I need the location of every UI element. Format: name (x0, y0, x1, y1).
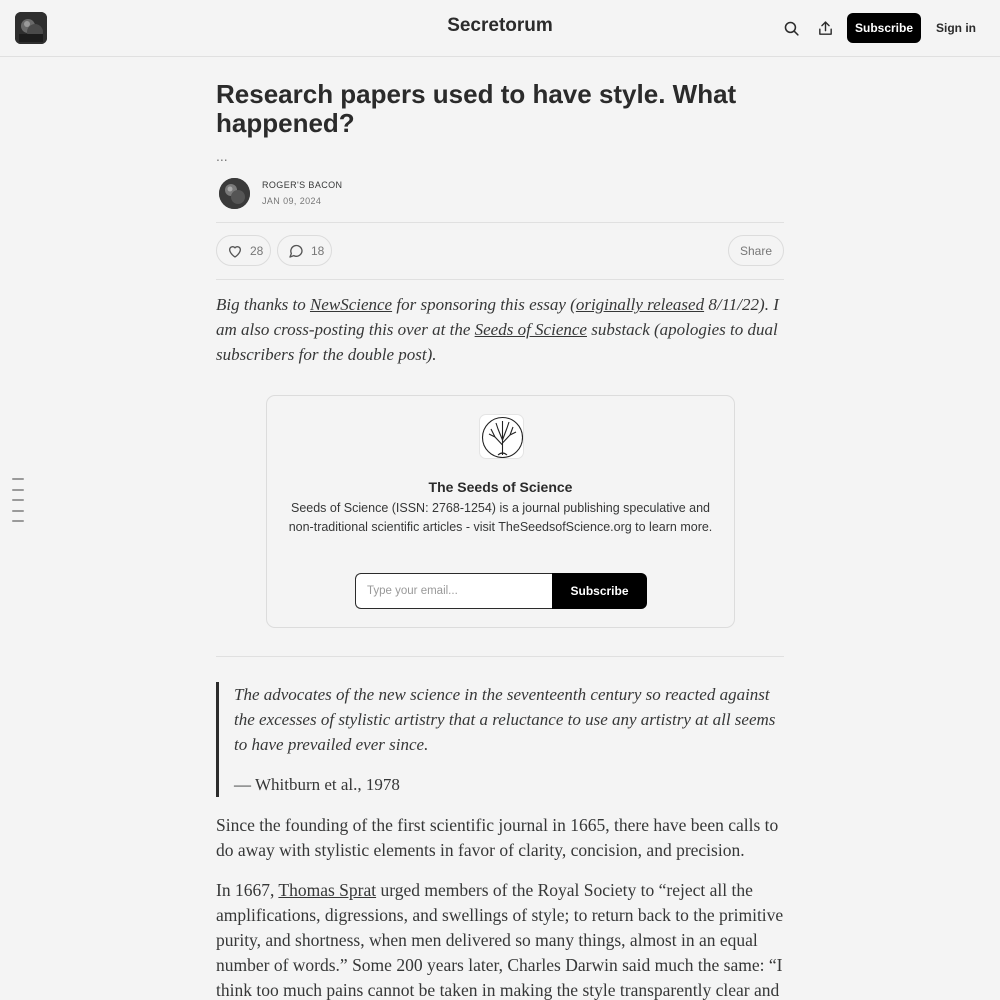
toc-mark (12, 510, 24, 512)
email-input[interactable]: Type your email... (355, 573, 553, 609)
embed-title[interactable]: The Seeds of Science (428, 479, 573, 495)
embed-subscribe-button[interactable]: Subscribe (552, 573, 647, 609)
share-icon[interactable] (813, 16, 837, 40)
body-text: In 1667, (216, 880, 279, 900)
embed-description: Seeds of Science (ISSN: 2768-1254) is a journal publishing speculative and non-traditional scientific articles - visit TheSeedsofScience.org to learn more. (288, 501, 713, 534)
intro-text: 8/11/22). I am also cross-posting this over at the (216, 295, 779, 339)
table-of-contents-toggle[interactable] (12, 478, 24, 531)
site-title[interactable]: Secretorum (447, 15, 553, 36)
whitburn-link[interactable]: Whitburn et al., 1978 (254, 775, 400, 794)
sign-in-link[interactable]: Sign in (936, 21, 976, 35)
dash: — (234, 775, 255, 794)
blockquote-bar (216, 682, 219, 797)
like-button[interactable] (216, 235, 271, 266)
post-subtitle: ... (216, 148, 228, 164)
publication-embed-card (266, 395, 735, 628)
toc-mark (12, 520, 24, 522)
thomas-sprat-link[interactable]: Thomas Sprat (278, 880, 377, 900)
divider (216, 222, 784, 223)
body-paragraph-2 (216, 878, 784, 1000)
post-date: JAN 09, 2024 (262, 196, 322, 206)
search-icon[interactable] (779, 16, 803, 40)
intro-text: for sponsoring this essay ( (392, 295, 576, 314)
originally-released-link[interactable]: originally released (575, 295, 705, 314)
top-bar (0, 0, 1000, 57)
comment-icon (288, 243, 304, 259)
seeds-of-science-link[interactable]: Seeds of Science (474, 320, 587, 339)
toc-mark (12, 499, 24, 501)
intro-text: substack (apologies to dual subscribers for the double post). (216, 320, 778, 364)
toc-mark (12, 478, 24, 480)
body-paragraph-1: Since the founding of the first scientific journal in 1665, there have been calls to do away with stylistic elements in favor of clarity, concision, and precision. (216, 815, 779, 860)
heart-icon (227, 243, 243, 259)
newscience-link[interactable]: NewScience (309, 295, 393, 314)
tree-icon[interactable] (479, 414, 524, 459)
comment-count: 18 (311, 243, 325, 258)
comments-button[interactable] (277, 235, 332, 266)
post-title: Research papers used to have style. What happened? (216, 79, 737, 138)
divider (216, 279, 784, 280)
intro-paragraph (216, 292, 784, 367)
toc-mark (12, 489, 24, 491)
divider (216, 656, 784, 657)
subscribe-button[interactable]: Subscribe (847, 13, 921, 43)
intro-text: Big thanks to (216, 295, 310, 314)
body-text: urged members of the Royal Society to “reject all the amplifications, digressions, and swellings of style; to return back to the primitive purity, and shortness, when men delivered so many things, almost in an equal number of words.” Some 200 years later, Charles Darwin said much the same: “I think too much pains cannot be taken in making the style transparently clear and (216, 880, 784, 1000)
share-button[interactable]: Share (728, 235, 784, 266)
blockquote-text: The advocates of the new science in the seventeenth century so reacted against the excesses of stylistic artistry that a reluctance to use any artistry at all seems to have prevailed ever since. (234, 685, 776, 754)
blockquote-attribution (234, 772, 400, 797)
like-count: 28 (250, 243, 264, 258)
author-avatar[interactable] (219, 178, 250, 209)
author-name[interactable]: ROGER'S BACON (262, 180, 343, 190)
